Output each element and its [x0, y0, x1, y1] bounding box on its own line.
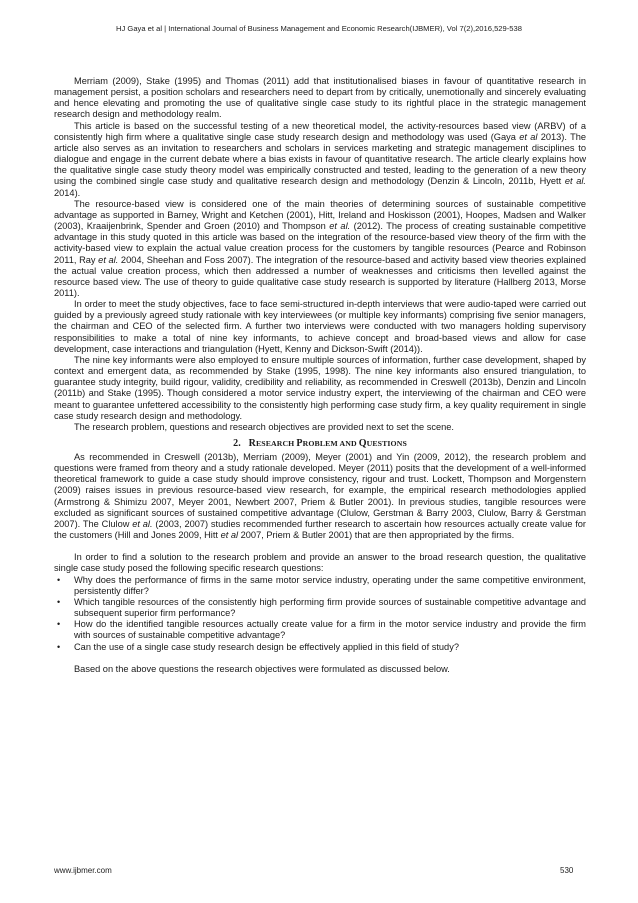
paragraph: Based on the above questions the research objectives were formulated as discussed below.	[74, 663, 450, 674]
bullet-icon: •	[57, 641, 61, 652]
list-item: • Can the use of a single case study research design be effectively applied in this field of study?	[57, 641, 459, 652]
bullet-icon: •	[57, 574, 61, 585]
research-questions-list	[54, 575, 586, 653]
paragraph: Merriam (2009), Stake (1995) and Thomas (2011) add that institutionalised biases in favour of quantitative research in management persist, a position scholars and researchers need to depart from by critically, unemotionally and sincerely evaluating and hence elevating and promoting the use of qualitative single case study to its rightful place in the strategic management research design and methodology realm.	[54, 76, 586, 120]
paragraph: In order to meet the study objectives, face to face semi-structured in-depth interviews that were audio-taped were carried out guided by a previously agreed study rationale with key interviewees (or multiple key informants) comprising five senior managers, the chairman and CEO of the selected firm. A further two interviews were conducted with two managers holding supervisory responsibilities to make a total of nine key informants, to achieve concept and broad-based views and allow for case development, case interactions and triangulation (Hyett, Kenny and Dickson-Swift (2014)).	[54, 299, 586, 354]
paragraph: In order to find a solution to the research problem and provide an answer to the broad research question, the qualitative single case study posed the following specific research questions:	[54, 552, 586, 574]
article-body	[54, 76, 586, 675]
bullet-icon: •	[57, 619, 61, 630]
paragraph: The nine key informants were also employed to ensure multiple sources of information, further case development, shaped by context and emergent data, as recommended by Stake (1995, 1998). The nine key informants also ensured triangulation, to guarantee study integrity, build rigour, validity, credibility and reliability, as recommended in Creswell (2013b), Denzin and Lincoln (2011b) and Stake (1995). Though considered a motor service industry expert, the interviewing of the chairman and CEO were meant to guarantee unfettered accessibility to the consistently high performing case study firm, a key quality requirement in single case study research design and methodology.	[54, 354, 586, 421]
section-heading: 2. RESEARCH PROBLEM AND QUESTIONS	[233, 438, 407, 449]
bullet-icon: •	[57, 596, 61, 607]
paragraph: The research problem, questions and research objectives are provided next to set the scene.	[74, 421, 454, 432]
list-item: • Which tangible resources of the consistently high performing firm provide sources of sustainable competitive advantage and subsequent superior firm performance?	[57, 596, 586, 619]
list-item: • Why does the performance of firms in the same motor service industry, operating under the same competitive environment, persistently differ?	[57, 574, 586, 596]
list-item: • How do the identified tangible resources actually create value for a firm in the motor service industry and provide the firm with sources of sustainable competitive advantage?	[57, 619, 586, 641]
paragraph: The resource-based view is considered one of the main theories of determining sources of sustainable competitive advantage as supported in Barney, Wright and Ketchen (2001), Hitt, Ireland and Hoskisson (2001), Hoopes, Madsen and Walker (2003), Kraaijenbrink, Spender and Groen (2010) and Thompson et al. (2012). The process of creating sustainable competitive advantage in this study quoted in this article was based on the integration of the resource-based view theory of the firm with the activity-based view to explain the actual value creation process for the customers by tangible resources (Pearce and Robinson 2011, Ray et al. 2004, Sheehan and Foss 2007). The integration of the resource-based and activity based view theories explained the actual value creation process, which then addressed a number of weaknesses and criticisms then levelled against the resource based view. The use of theory to guide qualitative case study research is supported by literature (Hallberg 2013, Morse 2011).	[54, 198, 586, 298]
paragraph: As recommended in Creswell (2013b), Merriam (2009), Meyer (2001) and Yin (2009, 2012), the research problem and questions were framed from theory and a study rationale developed. Meyer (2011) posits that the development of a well-informed theoretical framework to guide a case study should improve consistency, rigour and trust. Lockett, Thompson and Morgenstern (2009) raises issues in previous resource-based view research, for example, the empirical research methodologies applied (Armstrong & Shimizu 2007, Meyer 2001, Newbert 2007, Priem & Butler 2001). In previous studies, tangible resources were excluded as significant sources of sustained competitive advantage (Clulow, Gerstman & Barry 2003, Clulow, Barry & Gerstman 2007). The Clulow et al. (2003, 2007) studies recommended further research to ascertain how resources actually create value for the customers (Hill and Jones 2009, Hitt et al 2007, Priem & Butler 2001) that are then appropriated by the firms.	[54, 452, 586, 541]
page-number: 530	[560, 866, 574, 875]
running-header: HJ Gaya et al | International Journal of Business Management and Economic Research(IJBMER), Vol 7(2),2016,529-538	[116, 24, 522, 33]
footer-website-link[interactable]: www.ijbmer.com	[54, 866, 112, 875]
paragraph: This article is based on the successful testing of a new theoretical model, the activity-resources based view (ARBV) of a consistently high firm where a qualitative single case study research design and methodology was used (Gaya et al 2013). The article also serves as an invitation to researchers and scholars in services marketing and strategic management disciplines to dialogue and engage in the current debate where a bias exists in favour of quantitative research. The article clearly explains how the qualitative single case study theory model was empirically constructed and tested, leading to the generation of a new theory using the combined single case study and qualitative research design and methodology (Denzin & Lincoln, 2011b, Hyett et al. 2014).	[54, 120, 587, 198]
